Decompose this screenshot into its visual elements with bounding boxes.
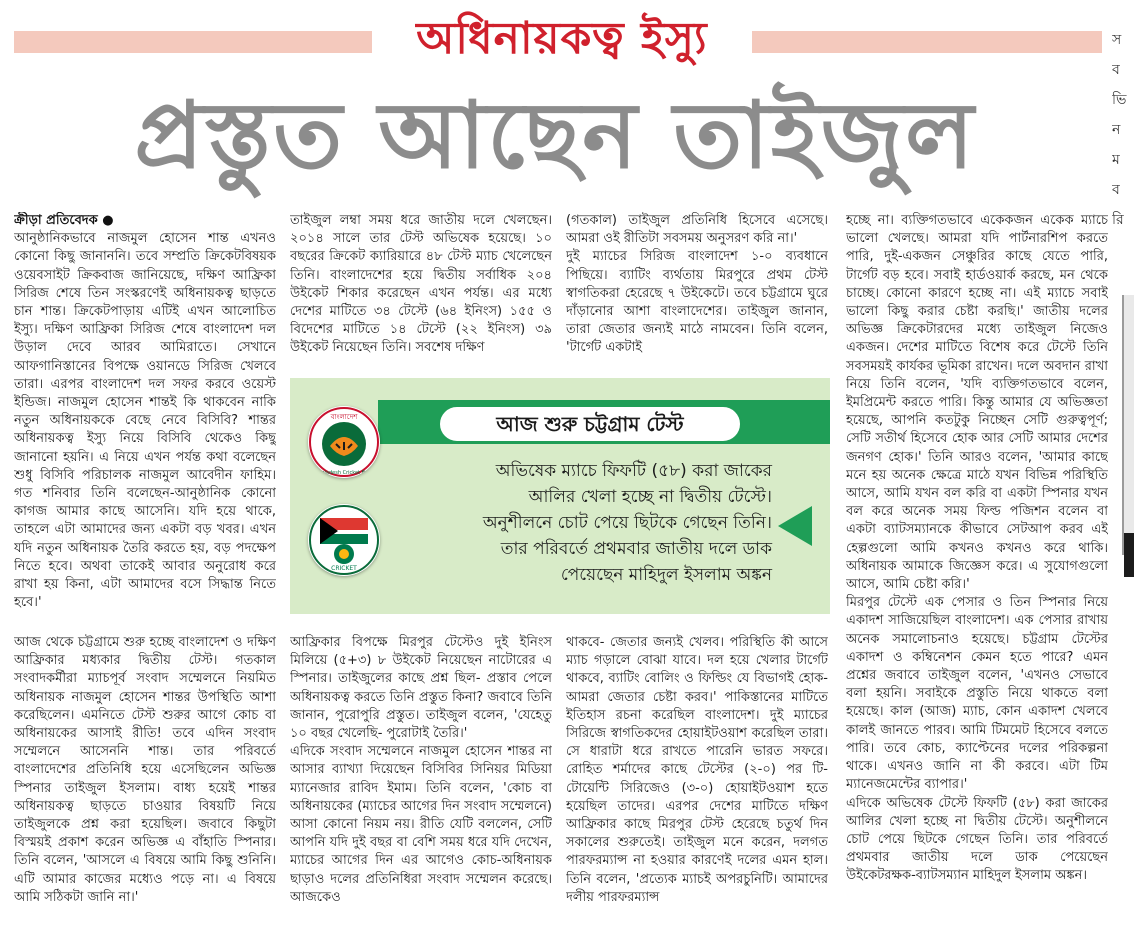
inset-box bbox=[290, 378, 830, 614]
edge-glyph: ব bbox=[1112, 182, 1120, 198]
column-1-bottom bbox=[14, 634, 276, 926]
paragraph: আফ্রিকার বিপক্ষে মিরপুর টেস্টেও দুই ইনিংস মিলিয়ে (৫+৩) ৮ উইকেট নিয়েছেন নাটোরের এ স্পিনার। তাইজুলের কাছে প্রশ্ন ছিল- প্রস্তাব পেলে অধিনায়কত্ব করতে তিনি প্রস্তুত কিনা? জবাবে তিনি জানান, পুরোপুরি প্রস্তুত। তাইজুল বলেন, 'যেহেতু ১০ বছর খেলেছি- পুরোটাই তৈরি।' bbox=[290, 635, 552, 742]
paragraph: দুই ম্যাচের সিরিজ বাংলাদেশ ১-০ ব্যবধানে পিছিয়ে। ব্যাটিং ব্যর্থতায় মিরপুরে প্রথম টেস্ট স্বাগতিকরা হেরেছে ৭ উইকেটে। তবে চট্টগ্রামে ঘুরে দাঁড়ানোর আশা বাংলাদেশের। তাইজুল জানান, তারা জেতার জন্যই মাঠে নামবেন। তিনি বলেন, 'টার্গেট একটাই bbox=[566, 249, 828, 356]
paragraph: থাকবে- জেতার জন্যই খেলব। পরিস্থিতি কী আসে ম্যাচ গড়ালে বোঝা যাবে। দল হয়ে খেলার টার্গেট থাকবে, ব্যাটিং বোলিং ও ফিল্ডিং যে বিভাগই হোক- আমরা জেতার চেষ্টা করব।' পাকিস্তানের মাটিতে ইতিহাস রচনা করেছিল বাংলাদেশ। দুই ম্যাচের সিরিজে স্বাগতিকদের হোয়াইটওয়াশ করেছিল তারা। সে ধারাটা ধরে রাখতে পারেনি ভারত সফরে। রোহিত শর্মাদের কাছে টেস্টের (২-০) পর টি-টোয়েন্টি সিরিজেও (৩-০) হোয়াইটওয়াশ হতে হয়েছিল তাদের। এরপর দেশের মাটিতে দক্ষিণ আফ্রিকার কাছে মিরপুর টেস্ট হেরেছে চতুর্থ দিন সকালের শুরুতেই। তাইজুল মনে করেন, দলগত পারফরম্যান্স না হওয়ার কারণেই দলের এমন হাল। তিনি বলেন, 'প্রত্যেক ম্যাচই অপরচুনিটি। আমাদের দলীয় পারফরম্যান্স bbox=[566, 635, 828, 905]
adjacent-story-image-edge bbox=[1122, 295, 1134, 555]
bcb-logo-text: বাংলাদেশ bbox=[330, 413, 358, 421]
column-2-bottom bbox=[290, 634, 552, 926]
bcb-logo-subtext: Bangladesh Cricket Board bbox=[311, 470, 377, 476]
paragraph: (গতকাল) তাইজুল প্রতিনিধি হিসেবে এসেছে। আমরা ওই রীতিটা সবসময় অনুসরণ করি না।' bbox=[566, 213, 828, 247]
edge-glyph: ভি bbox=[1112, 92, 1127, 108]
csa-logo-text: CRICKET bbox=[331, 565, 357, 572]
column-3-bottom bbox=[566, 634, 828, 926]
inset-line: পেয়েছেন মাহিদুল ইসলাম অঙ্কন bbox=[560, 565, 772, 585]
paragraph: এদিকে সংবাদ সম্মেলনে নাজমুল হোসেন শান্তর না আসার ব্যাখ্যা দিয়েছেন বিসিবির সিনিয়র মিডিয়া ম্যানেজার রাবিদ ইমাম। তিনি বলেন, 'কোচ বা অধিনায়কের (ম্যাচের আগের দিন সংবাদ সম্মেলনে) আসা কোনো নিয়ম নয়। রীতি যেটি বললেন, সেটি আপনি যদি দুই বছর বা বেশি সময় ধরে যদি দেখেন, ম্যাচের আগের দিন এর আগেও কোচ-অধিনায়ক ছাড়াও দলের প্রতিনিধিরা সংবাদ সম্মেলন করেছে। আজকেও bbox=[290, 744, 552, 905]
byline-dot: ● bbox=[97, 213, 114, 228]
paragraph: এদিকে অভিষেক টেস্টে ফিফটি (৫৮) করা জাকের আলির খেলা হচ্ছে না দ্বিতীয় টেস্টে। অনুশীলনে চোট পেয়ে ছিটকে গেছেন তিনি। তার পরিবর্তে প্রথমবার জাতীয় দলে ডাক পেয়েছেন উইকেটরক্ষক-ব্যাটসম্যান মাহিদুল ইসলাম অঙ্কন। bbox=[846, 795, 1108, 884]
column-4 bbox=[846, 212, 1108, 926]
paragraph: আনুষ্ঠানিকভাবে নাজমুল হোসেন শান্ত এখনও কোনো কিছু জানাননি। তবে সম্প্রতি ক্রিকেটবিষয়ক ওয়েবসাইট ক্রিকবাজ জানিয়েছে, দক্ষিণ আফ্রিকা সিরিজ শেষে তিন সংস্করণেই অধিনায়কত্ব ছাড়তে চান শান্ত। ক্রিকেটপাড়ায় এটিই এখন আলোচিত ইস্যু। দক্ষিণ আফ্রিকা সিরিজ শেষে বাংলাদেশ দল উড়াল দেবে আরব আমিরাতে। সেখানে আফগানিস্তানের বিপক্ষে ওয়ানডে সিরিজ খেলবে তারা। এরপর বাংলাদেশ দল সফর করবে ওয়েস্ট ইন্ডিজ। নাজমুল হোসেন শান্তই কি থাকবেন নাকি নতুন অধিনায়ককে বেছে নেবে বিসিবি? শান্তর অধিনায়কত্ব ইস্যু নিয়ে বিসিবি থেকেও কিছু জানানো হয়নি। এ নিয়ে এখন পর্যন্ত কথা বলেছেন শুধু বিসিবি পরিচালক নাজমুল আবেদীন ফাহিম। গত শনিবার তিনি বলেছেন-আনুষ্ঠানিক কোনো কাগজ আমার কাছে আসেনি। যদি হয়ে থাকে, তাহলে এটা আমাদের জন্য একটা বড় খবর। এখন যদি নতুন অধিনায়ক তৈরি করতে হয়, বড় পদক্ষেপ নিতে হবে। অথবা তাকেই আবার অনুরোধ করে রাখা হয় কিনা, এটা আমাদের বসে সিদ্ধান্ত নিতে হবে।' bbox=[14, 231, 276, 611]
paragraph: মিরপুর টেস্টে এক পেসার ও তিন স্পিনার নিয়ে একাদশ সাজিয়েছিল বাংলাদেশ। এক পেসার রাখায় অনেক সমালোচনাও হয়েছে। চট্টগ্রাম টেস্টের একাদশ ও কম্বিনেশন কেমন হতে পারে? এমন প্রশ্নের জবাবে তাইজুল বলেন, 'এখনও সেভাবে বলা হয়নি। সবাইকে প্রস্তুতি নিয়ে থাকতে বলা হয়েছে। কাল (আজ) ম্যাচ, কোন একাদশ খেলবে কালই জানতে পারব। আমি টিমমেট হিসেবে বলতে পারি। তবে কোচ, ক্যাপ্টেনের দলের পরিকল্পনা থাকে। এখনও জানি না কী করবে। এটা টিম ম্যানেজমেন্টের ব্যাপার।' bbox=[846, 595, 1108, 793]
edge-glyph: ব bbox=[1112, 62, 1120, 78]
inset-banner-label: আজ শুরু চট্টগ্রাম টেস্ট bbox=[438, 405, 742, 443]
column-2-top bbox=[290, 212, 552, 366]
paragraph: আজ থেকে চট্টগ্রামে শুরু হচ্ছে বাংলাদেশ ও দক্ষিণ আফ্রিকার মধ্যকার দ্বিতীয় টেস্ট। গতকাল সংবাদকর্মীরা ম্যাচপূর্ব সংবাদ সম্মেলনে নিয়মিত অধিনায়ক নাজমুল হোসেন শান্তর উপস্থিতি আশা করেছিলেন। এমনিতে টেস্ট শুরুর আগে কোচ বা অধিনায়কের আসাই রীতি! তবে এদিন সংবাদ সম্মেলনে আসেননি শান্ত। তার পরিবর্তে বাংলাদেশের প্রতিনিধি হয়ে এসেছিলেন অভিজ্ঞ স্পিনার তাইজুল ইসলাম। বাধ্য হয়েই শান্তর অধিনায়কত্ব ছাড়তে চাওয়ার বিষয়টি নিয়ে তাইজুলকে প্রশ্ন করা হয়েছিল। জবাবে কিছুটা বিস্ময়ই প্রকাশ করেন অভিজ্ঞ এ বাঁহাতি স্পিনার। তিনি বলেন, 'আসলে এ বিষয়ে আমি কিছু শুনিনি। এটি আমার কাজের মধ্যেও পড়ে না। এ বিষয়ে আমি সঠিকটা জানি না।' bbox=[14, 635, 276, 905]
paragraph: তাইজুল লম্বা সময় ধরে জাতীয় দলে খেলছেন। ২০১৪ সালে তার টেস্ট অভিষেক হয়েছে। ১০ বছরের ক্রিকেট ক্যারিয়ারে ৪৮ টেস্ট ম্যাচ খেলেছেন তিনি। বাংলাদেশের হয়ে দ্বিতীয় সর্বাধিক ২০৪ উইকেট শিকার করেছেন এখন পর্যন্ত। এর মধ্যে দেশের মাটিতে ৩৪ টেস্টে (৬৪ ইনিংস) ১৫৫ ও বিদেশের মাটিতে ১৪ টেস্টে (২২ ইনিংস) ৩৯ উইকেট নিয়েছেন তিনি। সবশেষ দক্ষিণ bbox=[290, 213, 552, 356]
inset-arrow-icon bbox=[778, 506, 812, 546]
csa-logo bbox=[308, 504, 380, 576]
inset-line: তার পরিবর্তে প্রথমবার জাতীয় দলে ডাক bbox=[500, 539, 772, 559]
edge-glyph: ম bbox=[1112, 152, 1120, 168]
inset-line: অনুশীলনে চোট পেয়ে ছিটকে গেছেন তিনি। bbox=[482, 513, 772, 533]
inset-text bbox=[394, 458, 772, 588]
edge-glyph: স bbox=[1112, 32, 1122, 48]
inset-line: আলির খেলা হচ্ছে না দ্বিতীয় টেস্টে। bbox=[528, 487, 772, 507]
headline: প্রস্তুত আছেন তাইজুল bbox=[134, 82, 976, 189]
paragraph: হচ্ছে না। ব্যক্তিগতভাবে একেকজন একেক ম্যাচে ভালো খেলছে। আমরা যদি পার্টনারশিপ করতে পারি, দুই-একজন সেঞ্চুরির কাছে যেতে পারি, টার্গেট বড় হবে। সবাই হার্ডওয়ার্ক করছে, মন থেকে চাচ্ছে। কোনো কারণে হচ্ছে না। এই ম্যাচে সবাই ভালো কিছু করার চেষ্টা করছি।' জাতীয় দলের অভিজ্ঞ ক্রিকেটারদের মধ্যে তাইজুল নিজেও একজন। দেশের মাটিতে বিশেষ করে টেস্টে তিনি সবসময়ই কার্যকর ভূমিকা রাখেন। দলে অবদান রাখা নিয়ে তিনি বলেন, 'যদি ব্যক্তিগতভাবে বলেন, ইমপ্রিমেন্ট করতে পারি। কিন্তু আমার যে অভিজ্ঞতা হয়েছে, আপনি কতটুকু নিচ্ছেন সেটি গুরুত্বপূর্ণ; সেটি সতীর্থ হিসেবে হোক আর সেটি আমার দেশের জনগণ হোক।' তিনি আরও বলেন, 'আমার কাছে মনে হয় অনেক ক্ষেত্রে মাঠে যখন বিভিন্ন পরিস্থিতি আসে, আমি যখন বল করি বা একটা স্পিনার যখন বল করে অনেক সময় ফিল্ড পজিশন বলেন বা একটা ব্যাটসম্যানকে কীভাবে সেটআপ করব এই হেল্পগুলো আমি কখনও কখনও করে থাকি। অধিনায়ক আমাকে জিজ্ঞেস করে। এ সুযোগগুলো আসে, আমি চেষ্টা করি।' bbox=[846, 213, 1108, 593]
adjacent-image-dark-band bbox=[1124, 533, 1134, 577]
csa-logo-icon bbox=[308, 504, 380, 576]
column-1-top bbox=[14, 212, 276, 632]
edge-glyph: ন bbox=[1112, 122, 1121, 138]
inset-line: অভিষেক ম্যাচে ফিফটি (৫৮) করা জাকের bbox=[495, 461, 772, 481]
bcb-logo-icon bbox=[308, 406, 380, 478]
byline: ক্রীড়া প্রতিবেদক bbox=[14, 213, 98, 228]
kicker-rule-right bbox=[752, 31, 1102, 53]
column-3-top bbox=[566, 212, 828, 366]
kicker-title: অধিনায়কত্ব ইস্যু bbox=[416, 13, 708, 64]
bcb-logo bbox=[308, 406, 380, 478]
edge-glyph: রি bbox=[1112, 212, 1124, 228]
kicker-rule-left bbox=[14, 31, 372, 53]
